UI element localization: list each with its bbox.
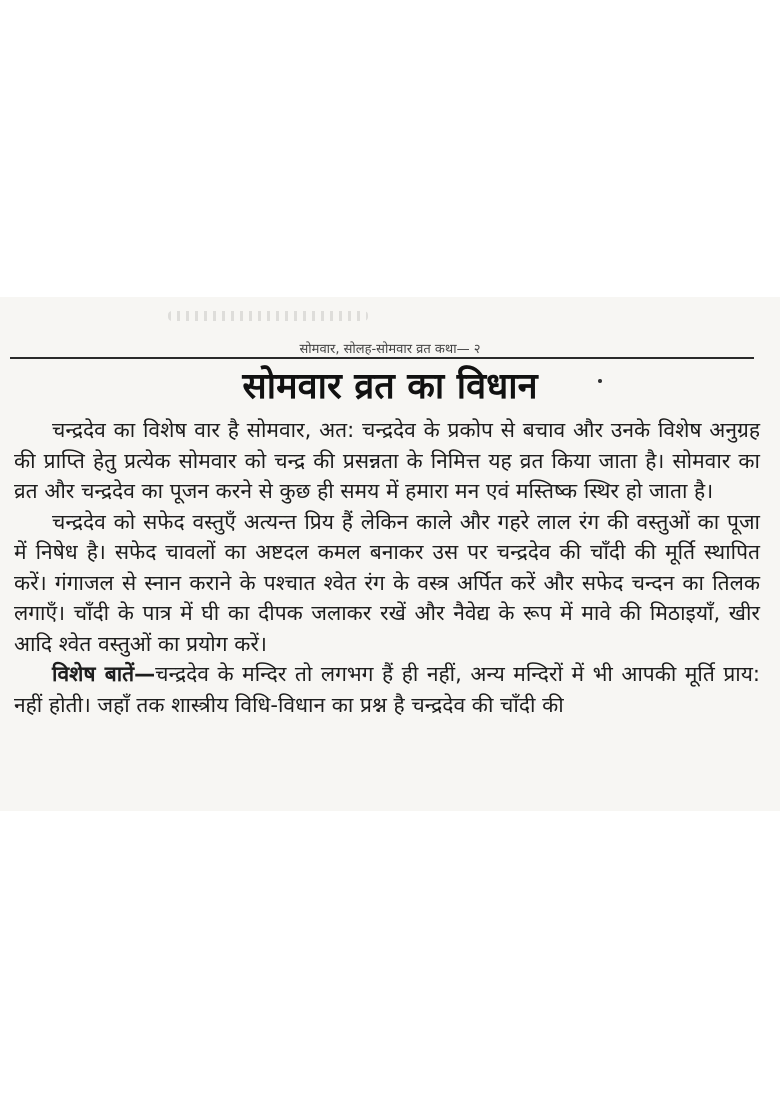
- scanned-page-fragment: [0, 297, 780, 811]
- header-rule: [10, 357, 754, 359]
- paragraph-1: [14, 415, 760, 507]
- paragraph-text: चन्द्रदेव के मन्दिर तो लगभग हैं ही नहीं, अन्य मन्दिरों में भी आपकी मूर्ति प्राय: नहीं होती। जहाँ तक शास्त्रीय विधि-विधान का प्रश्न है चन्द्रदेव की चाँदी की: [14, 662, 760, 717]
- running-head: सोमवार, सोलह-सोमवार व्रत कथा— २: [299, 342, 481, 357]
- scan-smudge: [168, 311, 368, 321]
- paragraph-lead-special-notes: विशेष बातें—: [52, 662, 156, 686]
- paragraph-3: [14, 659, 760, 720]
- paragraph-text: चन्द्रदेव को सफेद वस्तुएँ अत्यन्त प्रिय हैं लेकिन काले और गहरे लाल रंग की वस्तुओं का पूजा में निषेध है। सफेद चावलों का अष्टदल कमल बनाकर उस पर चन्द्रदेव की चाँदी की मूर्ति स्थापित करें। गंगाजल से स्नान कराने के पश्चात श्वेत रंग के वस्त्र अर्पित करें और सफेद चन्दन का तिलक लगाएँ। चाँदी के पात्र में घी का दीपक जलाकर रखें और नैवेद्य के रूप में मावे की मिठाइयाँ, खीर आदि श्वेत वस्तुओं का प्रयोग करें।: [14, 509, 760, 656]
- article-body: [14, 415, 760, 720]
- paragraph-2: [14, 507, 760, 660]
- page-title: सोमवार व्रत का विधान: [242, 366, 538, 407]
- paragraph-text: चन्द्रदेव का विशेष वार है सोमवार, अत: चन्द्रदेव के प्रकोप से बचाव और उनके विशेष अनुग्रह की प्राप्ति हेतु प्रत्येक सोमवार को चन्द्र की प्रसन्नता के निमित्त यह व्रत किया जाता है। सोमवार का व्रत और चन्द्रदेव का पूजन करने से कुछ ही समय में हमारा मन एवं मस्तिष्क स्थिर हो जाता है।: [14, 418, 760, 503]
